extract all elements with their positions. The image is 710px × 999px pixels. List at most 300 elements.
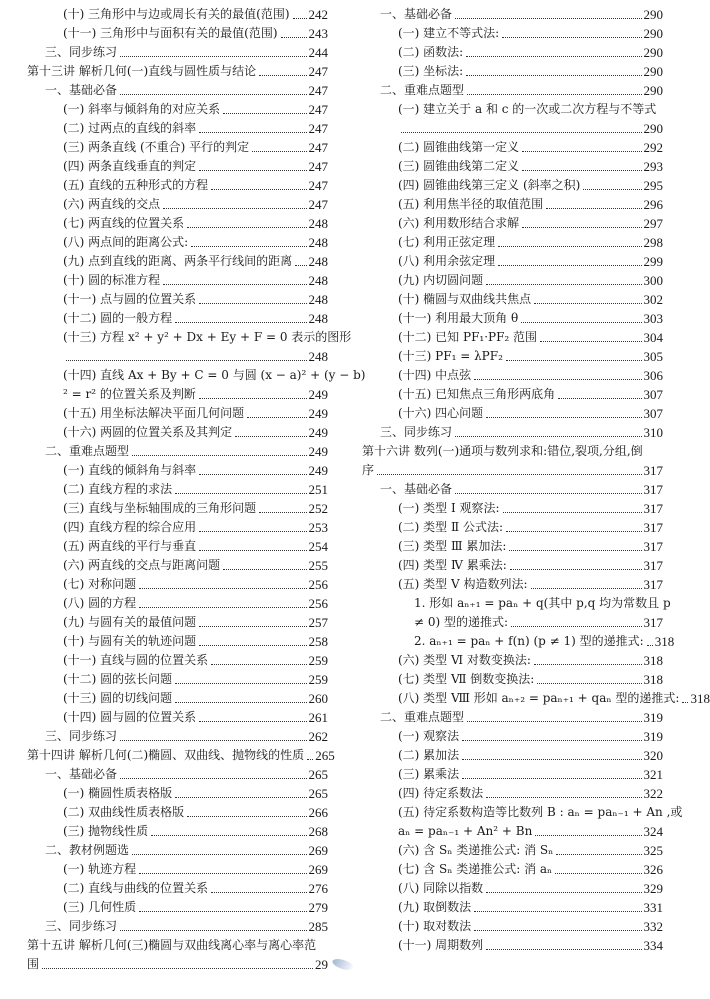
toc-entry-title: (七) 两直线的位置关系 [63, 216, 185, 230]
dot-leader [120, 56, 306, 57]
toc-entry-title: (五) 利用焦半径的取值范围 [398, 197, 544, 211]
toc-page-number: 252 [308, 501, 328, 516]
toc-entry-title: (三) 直线与坐标轴围成的三角形问题 [63, 501, 257, 515]
toc-entry-continuation[interactable] [362, 119, 663, 138]
toc-entry[interactable] [362, 746, 663, 765]
toc-entry[interactable] [362, 917, 663, 936]
toc-entry[interactable] [27, 746, 335, 765]
toc-entry[interactable] [362, 784, 663, 803]
toc-entry-title: (一) 直线的倾斜角与斜率 [63, 463, 197, 477]
toc-page-number: 305 [643, 349, 663, 364]
toc-page-number: 290 [643, 121, 663, 136]
dot-leader [522, 170, 641, 171]
toc-page-number: 298 [643, 235, 663, 250]
toc-page-number: 265 [308, 767, 328, 782]
dot-leader [211, 892, 306, 893]
dot-leader [259, 75, 306, 76]
toc-page-number: 248 [308, 292, 328, 307]
toc-page-number: 247 [308, 64, 328, 79]
dot-leader [462, 778, 641, 779]
toc-page-number: 276 [308, 881, 328, 896]
toc-entry[interactable] [27, 575, 328, 594]
toc-entry-continuation[interactable] [362, 822, 663, 841]
toc-entry-title: 二、教材例题选 [45, 843, 130, 857]
toc-entry-title: (九) 内切圆问题 [398, 273, 484, 287]
toc-entry[interactable] [27, 233, 328, 252]
toc-entry[interactable] [362, 537, 663, 556]
toc-entry[interactable] [27, 195, 328, 214]
toc-entry[interactable] [27, 176, 328, 195]
toc-entry[interactable] [362, 290, 663, 309]
toc-right-column [362, 5, 710, 955]
toc-entry-title: (三) 累乘法 [398, 767, 460, 781]
toc-entry[interactable] [362, 62, 663, 81]
toc-entry[interactable] [27, 461, 328, 480]
toc-page-number: 258 [308, 634, 328, 649]
dot-leader [281, 37, 307, 38]
toc-entry[interactable] [27, 43, 328, 62]
toc-page-number: 290 [643, 45, 663, 60]
toc-entry-title: (十四) 中点弦 [398, 368, 472, 382]
toc-entry[interactable] [27, 917, 328, 936]
toc-page-number: 318 [643, 653, 663, 668]
toc-page-number: 248 [308, 216, 328, 231]
toc-entry[interactable] [362, 214, 663, 233]
toc-entry[interactable] [362, 518, 663, 537]
toc-entry-title: (四) 圆锥曲线第三定义 (斜率之积) [398, 178, 581, 192]
toc-page-number: 318 [643, 672, 663, 687]
toc-entry-title: (六) 两直线的交点与距离问题 [63, 558, 221, 572]
dot-leader [211, 664, 306, 665]
toc-entry-title: 一、基础必备 [380, 7, 453, 21]
toc-entry-title: 第十五讲 解析几何(三)椭圆与双曲线离心率与离心率范 [27, 938, 317, 952]
toc-entry[interactable] [362, 385, 663, 404]
toc-entry[interactable] [362, 575, 663, 594]
toc-entry-title: (十一) 点与圆的位置关系 [63, 292, 197, 306]
toc-entry[interactable] [362, 689, 710, 708]
toc-page-number: 319 [643, 729, 663, 744]
toc-page-number: 295 [643, 178, 663, 193]
toc-entry-title: (一) 椭圆性质表格版 [63, 786, 173, 800]
dot-leader [199, 170, 306, 171]
toc-entry-title: (十) 圆的标准方程 [63, 273, 161, 287]
dot-leader [199, 132, 306, 133]
toc-page-number: 290 [643, 7, 663, 22]
dot-leader [522, 151, 641, 152]
toc-entry[interactable] [27, 879, 328, 898]
toc-entry-title: (七) 利用正弦定理 [398, 235, 496, 249]
toc-page-number: 256 [308, 577, 328, 592]
dot-leader [191, 246, 306, 247]
toc-entry-title: 2. aₙ₊₁ = paₙ + f(n) (p ≠ 1) 型的递推式: [414, 634, 644, 648]
toc-entry[interactable] [27, 252, 328, 271]
toc-entry[interactable] [362, 157, 663, 176]
toc-entry-title: (十五) 用坐标法解决平面几何问题 [63, 406, 245, 420]
dot-leader [199, 531, 306, 532]
toc-page-number: 249 [308, 387, 328, 402]
dot-leader [199, 645, 306, 646]
toc-entry[interactable] [27, 81, 328, 100]
toc-entry-title: (五) 类型 Ⅴ 构造数列法: [398, 577, 528, 591]
dot-leader [455, 493, 641, 494]
toc-entry[interactable] [27, 689, 328, 708]
toc-entry[interactable] [27, 670, 328, 689]
toc-entry-title: (二) 函数法: [398, 45, 464, 59]
toc-entry-title: (十二) 已知 PF₁·PF₂ 范围 [398, 330, 538, 344]
toc-entry[interactable] [362, 442, 663, 461]
toc-entry-title: (十四) 圆与圆的位置关系 [63, 710, 197, 724]
toc-entry[interactable] [362, 404, 663, 423]
toc-entry-title: (八) 同除以指数 [398, 881, 484, 895]
toc-entry[interactable] [362, 556, 663, 575]
toc-entry[interactable] [27, 100, 328, 119]
dot-leader [486, 949, 641, 950]
toc-page-number: 249 [308, 444, 328, 459]
toc-entry-title: 第十六讲 数列(一)通项与数列求和:错位,裂项,分组,倒 [362, 444, 643, 458]
toc-page-number: 265 [308, 786, 328, 801]
toc-entry[interactable] [27, 537, 328, 556]
toc-page-number: 260 [308, 691, 328, 706]
toc-entry-title: (四) 待定系数法 [398, 786, 484, 800]
toc-entry-title: (十) 三角形中与边或周长有关的最值(范围) [63, 7, 290, 21]
toc-left-column [27, 5, 366, 974]
toc-page-number: 266 [308, 805, 328, 820]
toc-entry[interactable] [27, 651, 328, 670]
toc-entry-title: (三) 抛物线性质 [63, 824, 149, 838]
toc-entry-title: (四) 直线方程的综合应用 [63, 520, 197, 534]
toc-entry-continuation[interactable] [27, 955, 328, 974]
toc-entry[interactable] [362, 423, 663, 442]
toc-entry[interactable] [27, 442, 328, 461]
toc-page-number: 249 [308, 406, 328, 421]
toc-entry[interactable] [362, 24, 663, 43]
toc-entry[interactable] [27, 632, 328, 651]
toc-entry[interactable] [362, 499, 663, 518]
dot-leader [522, 227, 641, 228]
dot-leader [486, 417, 641, 418]
dot-leader [455, 18, 641, 19]
toc-entry[interactable] [362, 765, 663, 784]
toc-entry-title: 三、同步练习 [45, 45, 118, 59]
dot-leader [139, 911, 306, 912]
toc-entry-title: (十一) 直线与圆的位置关系 [63, 653, 209, 667]
toc-entry[interactable] [27, 765, 328, 784]
dot-leader [295, 265, 306, 266]
toc-page-number: 293 [643, 159, 663, 174]
toc-entry[interactable] [362, 43, 663, 62]
toc-entry-title: (二) 累加法 [398, 748, 460, 762]
toc-entry[interactable] [27, 898, 328, 917]
toc-page-number: 329 [643, 881, 663, 896]
toc-entry[interactable] [362, 195, 663, 214]
toc-page-number: 279 [308, 900, 328, 915]
toc-entry-title: 第十三讲 解析几何(一)直线与圆性质与结论 [27, 64, 257, 78]
toc-entry[interactable] [27, 5, 328, 24]
toc-entry[interactable] [27, 290, 328, 309]
dot-leader [466, 75, 641, 76]
toc-entry-title: (五) 待定系数构造等比数列 B : aₙ = paₙ₋₁ + An ,或 [398, 805, 683, 819]
toc-page-number: 318 [654, 634, 675, 649]
toc-page-number: 247 [308, 178, 328, 193]
toc-entry-title: (九) 与圆有关的最值问题 [63, 615, 197, 629]
toc-entry[interactable] [27, 157, 328, 176]
dot-leader [175, 702, 306, 703]
toc-entry-title: (十六) 四心问题 [398, 406, 484, 420]
toc-page-number: 324 [643, 824, 663, 839]
toc-entry[interactable] [27, 556, 328, 575]
dot-leader [175, 493, 306, 494]
dot-leader [42, 968, 313, 969]
toc-entry-continuation[interactable] [27, 347, 328, 366]
toc-entry[interactable] [27, 404, 328, 423]
toc-page-number: 259 [308, 672, 328, 687]
toc-entry[interactable] [27, 309, 328, 328]
dot-leader [120, 94, 306, 95]
toc-entry[interactable] [27, 499, 328, 518]
toc-page-number: 269 [308, 862, 328, 877]
toc-page-number: 247 [308, 83, 328, 98]
toc-entry-title: (九) 点到直线的距离、两条平行线间的距离 [63, 254, 293, 268]
toc-entry[interactable] [362, 5, 663, 24]
toc-entry-title: (十一) 周期数列 [398, 938, 484, 952]
toc-entry-title: (十四) 直线 Ax + By + C = 0 与圆 (x − a)² + (y − b) [63, 368, 366, 382]
toc-page-number: 256 [308, 596, 328, 611]
dot-leader [462, 759, 641, 760]
dot-leader [474, 379, 641, 380]
dot-leader [558, 398, 641, 399]
toc-page-number: 249 [308, 463, 328, 478]
toc-entry[interactable] [362, 328, 663, 347]
toc-page-number: 290 [643, 64, 663, 79]
dot-leader [502, 37, 641, 38]
toc-entry-title: (七) 对称问题 [63, 577, 137, 591]
toc-page-number: 262 [308, 729, 328, 744]
toc-entry[interactable] [362, 176, 663, 195]
toc-entry-title-cont: ² = r² 的位置关系及判断 [63, 387, 196, 401]
toc-page-number: 248 [308, 235, 328, 250]
dot-leader [455, 436, 641, 437]
toc-entry-title: (九) 取倒数法 [398, 900, 472, 914]
dot-leader [462, 740, 641, 741]
dot-leader [259, 512, 306, 513]
toc-entry[interactable] [362, 594, 671, 613]
toc-entry-title-cont: aₙ = paₙ₋₁ + An² + Bn [398, 824, 533, 838]
toc-page-number: 247 [308, 159, 328, 174]
toc-entry[interactable] [362, 841, 663, 860]
toc-entry-continuation[interactable] [362, 613, 663, 632]
dot-leader [163, 284, 306, 285]
toc-entry-title: 第十四讲 解析几何(二)椭圆、双曲线、抛物线的性质 [27, 748, 305, 762]
toc-entry[interactable] [27, 138, 328, 157]
toc-entry[interactable] [362, 347, 663, 366]
toc-page-number: 290 [643, 26, 663, 41]
dot-leader [583, 189, 641, 190]
dot-leader [175, 797, 306, 798]
toc-entry-title: 三、同步练习 [45, 919, 118, 933]
dot-leader [506, 531, 641, 532]
toc-page-number: 253 [308, 520, 328, 535]
dot-leader [307, 759, 313, 760]
toc-entry[interactable] [27, 366, 366, 385]
toc-entry-continuation[interactable] [27, 385, 328, 404]
toc-page-number: 300 [643, 273, 663, 288]
toc-page-number: 307 [643, 406, 663, 421]
toc-page-number: 334 [643, 938, 663, 953]
dot-leader [509, 550, 641, 551]
dot-leader [498, 265, 641, 266]
toc-entry[interactable] [27, 936, 328, 955]
dot-leader [503, 512, 642, 513]
toc-page-number: 243 [308, 26, 328, 41]
toc-entry[interactable] [27, 328, 352, 347]
toc-entry[interactable] [27, 62, 328, 81]
toc-page-number: 265 [315, 748, 335, 763]
dot-leader [474, 930, 641, 931]
toc-entry-title: (二) 圆锥曲线第一定义 [398, 140, 520, 154]
dot-leader [139, 588, 306, 589]
toc-entry[interactable] [362, 233, 663, 252]
toc-page-number: 317 [643, 577, 663, 592]
toc-page-number: 257 [308, 615, 328, 630]
toc-entry-title: (一) 观察法 [398, 729, 460, 743]
toc-entry-title: (一) 轨迹方程 [63, 862, 137, 876]
dot-leader [540, 341, 641, 342]
toc-page-number: 251 [308, 482, 328, 497]
dot-leader [139, 873, 306, 874]
toc-entry[interactable] [362, 138, 663, 157]
dot-leader [175, 322, 306, 323]
toc-entry[interactable] [362, 100, 663, 119]
dot-leader [211, 189, 306, 190]
toc-entry-title: (二) 直线与曲线的位置关系 [63, 881, 209, 895]
toc-entry[interactable] [362, 860, 663, 879]
toc-page-number: 292 [643, 140, 663, 155]
toc-entry-title: (六) 利用数形结合求解 [398, 216, 520, 230]
toc-entry[interactable] [27, 518, 328, 537]
toc-entry-title: (八) 利用余弦定理 [398, 254, 496, 268]
toc-entry[interactable] [362, 252, 663, 271]
toc-entry[interactable] [362, 480, 663, 499]
toc-entry[interactable] [362, 651, 663, 670]
dot-leader [199, 474, 306, 475]
toc-entry-continuation[interactable] [362, 461, 663, 480]
toc-entry[interactable] [27, 841, 328, 860]
dot-leader [187, 227, 306, 228]
toc-entry[interactable] [27, 271, 328, 290]
toc-entry-title: (三) 坐标法: [398, 64, 464, 78]
dot-leader [187, 816, 306, 817]
toc-page-number: 304 [643, 330, 663, 345]
toc-entry-title: (三) 类型 Ⅲ 累加法: [398, 539, 507, 553]
toc-entry-title: (十六) 两圆的位置关系及其判定 [63, 425, 233, 439]
toc-entry-title: (三) 两条直线 (不重合) 平行的判定 [63, 140, 250, 154]
toc-page-number: 317 [643, 482, 663, 497]
toc-entry[interactable] [362, 81, 663, 100]
dot-leader [247, 417, 306, 418]
dot-leader [175, 683, 306, 684]
toc-entry[interactable] [362, 936, 663, 955]
toc-entry-title: (六) 两直线的交点 [63, 197, 161, 211]
toc-entry[interactable] [27, 803, 328, 822]
toc-entry-title: (五) 直线的五种形式的方程 [63, 178, 209, 192]
toc-entry-title: (十一) 利用最大顶角 θ [398, 311, 519, 325]
toc-entry[interactable] [27, 784, 328, 803]
toc-entry[interactable] [27, 822, 328, 841]
toc-entry-title: 一、基础必备 [45, 83, 118, 97]
toc-entry[interactable] [362, 879, 663, 898]
toc-entry-title-cont: ≠ 0) 型的递推式: [414, 615, 509, 629]
toc-page-number: 254 [308, 539, 328, 554]
toc-entry-title: (三) 圆锥曲线第二定义 [398, 159, 520, 173]
toc-entry[interactable] [27, 613, 328, 632]
toc-page-number: 247 [308, 102, 328, 117]
dot-leader [467, 94, 641, 95]
toc-entry[interactable] [27, 860, 328, 879]
toc-entry[interactable] [27, 119, 328, 138]
toc-page-number: 297 [643, 216, 663, 231]
toc-entry[interactable] [27, 708, 328, 727]
toc-entry[interactable] [362, 727, 663, 746]
toc-entry[interactable] [362, 632, 675, 651]
toc-page-number: 268 [308, 824, 328, 839]
toc-entry-title: (七) 类型 Ⅶ 倒数变换法: [398, 672, 535, 686]
toc-entry[interactable] [27, 214, 328, 233]
toc-entry[interactable] [362, 898, 663, 917]
toc-entry[interactable] [362, 309, 663, 328]
toc-page-number: 249 [308, 425, 328, 440]
toc-entry[interactable] [27, 727, 328, 746]
toc-entry-title: (六) 含 Sₙ 类递推公式: 消 Sₙ [398, 843, 554, 857]
toc-entry[interactable] [27, 423, 328, 442]
toc-entry[interactable] [362, 803, 683, 822]
dot-leader [199, 626, 306, 627]
toc-page-number: 317 [643, 501, 663, 516]
dot-leader [647, 645, 653, 646]
toc-entry-title-cont: 围 [27, 957, 40, 971]
dot-leader [199, 303, 306, 304]
toc-page-number: 248 [308, 254, 328, 269]
toc-entry-title: (八) 类型 Ⅷ 形如 aₙ₊₂ = paₙ₊₁ + qaₙ 型的递推式: [398, 691, 680, 705]
toc-entry-title: (十) 与圆有关的轨迹问题 [63, 634, 197, 648]
toc-entry[interactable] [362, 670, 663, 689]
toc-entry-title: (八) 两点间的距离公式: [63, 235, 189, 249]
toc-page-number: 248 [308, 273, 328, 288]
toc-entry[interactable] [27, 24, 328, 43]
toc-entry[interactable] [362, 271, 663, 290]
dot-leader [474, 911, 641, 912]
toc-entry-title: (十三) 圆的切线问题 [63, 691, 173, 705]
toc-entry-title: (四) 类型 Ⅳ 累乘法: [398, 558, 507, 572]
toc-page-number: 321 [643, 767, 663, 782]
toc-page-number: 317 [643, 463, 663, 478]
toc-entry[interactable] [362, 708, 663, 727]
toc-page-number: 247 [308, 140, 328, 155]
dot-leader [132, 455, 306, 456]
toc-entry[interactable] [27, 480, 328, 499]
dot-leader [466, 56, 641, 57]
toc-entry[interactable] [27, 594, 328, 613]
dot-leader [199, 721, 306, 722]
toc-page-number: 29 [315, 957, 328, 972]
dot-leader [506, 360, 642, 361]
dot-leader [534, 664, 642, 665]
toc-entry[interactable] [362, 366, 663, 385]
toc-page-number: 317 [643, 558, 663, 573]
dot-leader [535, 835, 641, 836]
dot-leader [223, 113, 306, 114]
dot-leader [223, 569, 306, 570]
dot-leader [486, 284, 641, 285]
